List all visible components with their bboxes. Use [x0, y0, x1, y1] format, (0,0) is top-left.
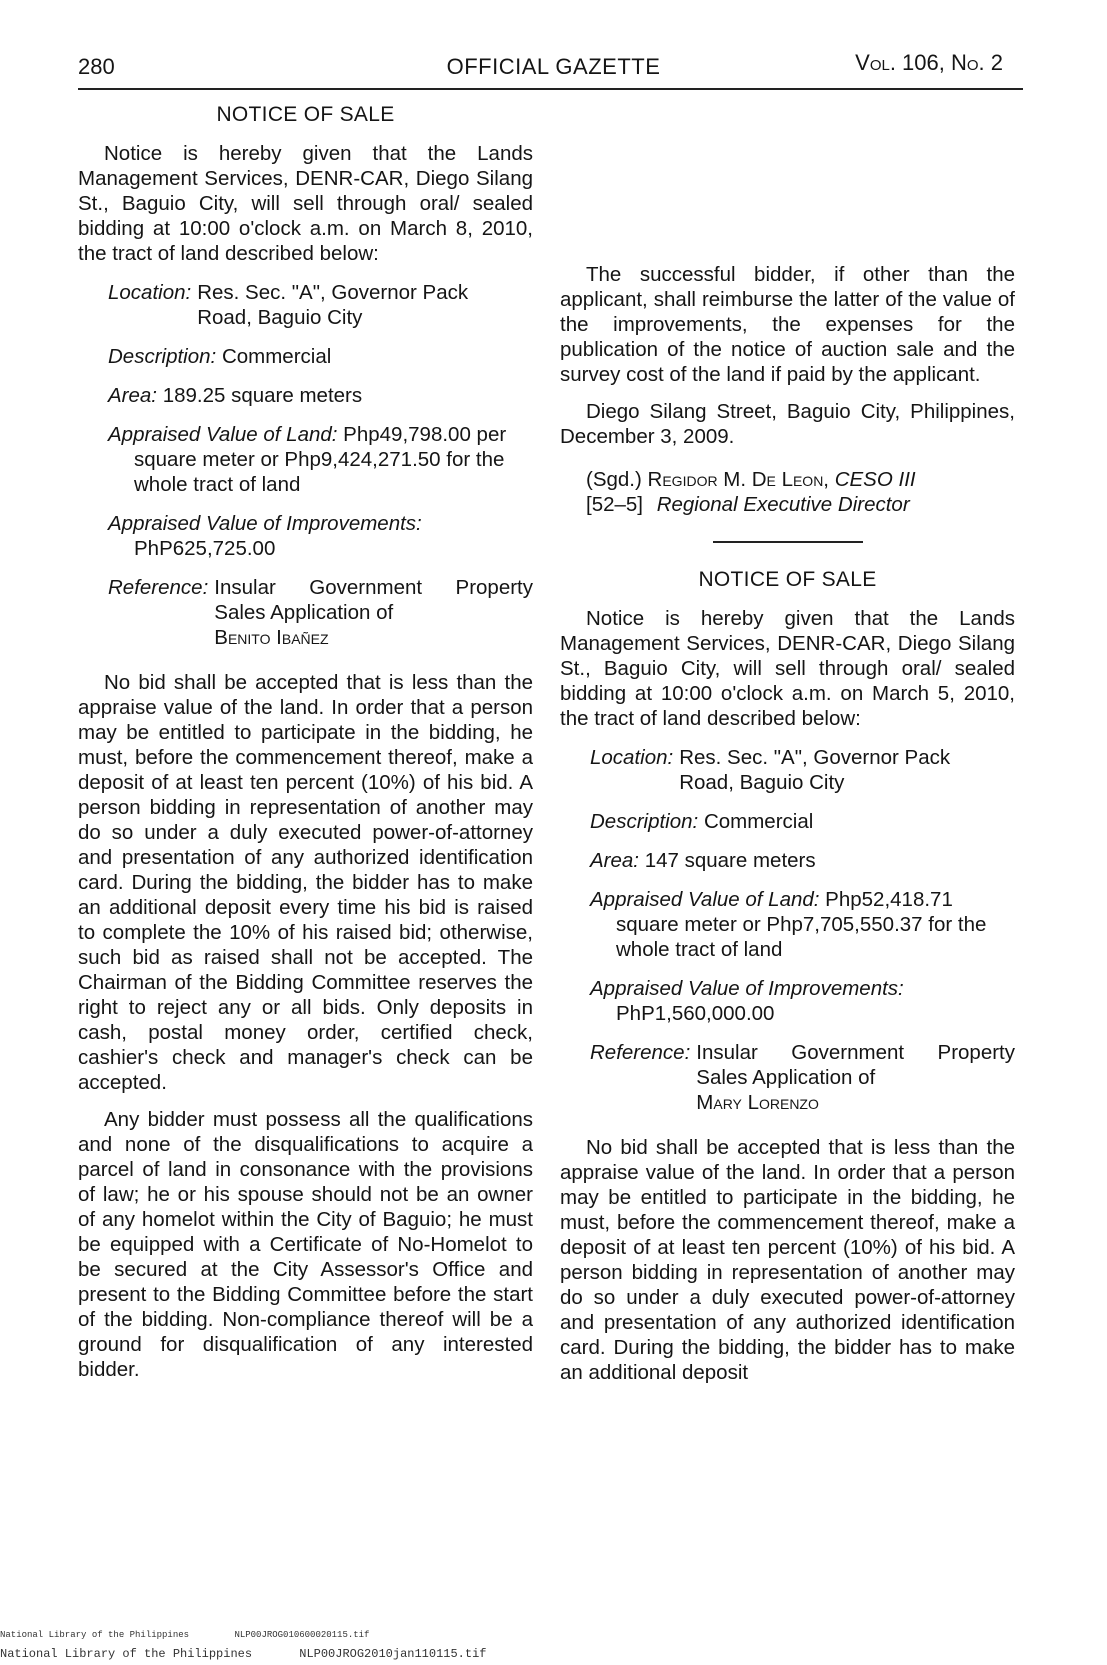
footer-file: NLP00JROG2010jan110115.tif: [299, 1647, 487, 1661]
notice-title: NOTICE OF SALE: [216, 103, 395, 126]
reference-code: [52–5]: [586, 493, 643, 516]
reference-field: [108, 575, 533, 650]
reference-value: [214, 575, 533, 650]
area-value-2: 147 square meters: [644, 849, 816, 872]
location-value-2: [679, 745, 950, 795]
reference-label-2: Reference:: [590, 1041, 691, 1064]
land-value-value-2: Php52,418.71 square meter or Php7,705,550.37 for the whole tract of land: [616, 888, 987, 961]
land-value-label-2: Appraised Value of Land:: [590, 888, 820, 911]
reference-name-2: Mary Lorenzo: [696, 1091, 819, 1114]
page-number: 280: [78, 54, 115, 79]
left-column: [78, 102, 533, 1394]
description-value-2: Commercial: [703, 810, 814, 833]
reference-field-2: [590, 1040, 1015, 1115]
area-value: 189.25 square meters: [162, 384, 363, 407]
footer-small: [0, 1630, 409, 1640]
location-label-2: Location:: [590, 746, 674, 769]
notice-intro: Notice is hereby given that the Lands Management Services, DENR-CAR, Diego Silang St., Baguio City, will sell through oral/ sealed bidding at 10:00 o'clock a.m. on March 8, 2010, the tract of land described below:: [78, 142, 533, 265]
signature-prefix: (Sgd.): [586, 468, 642, 491]
land-value-field-2: [590, 887, 1015, 962]
description-field: [108, 344, 533, 369]
gazette-title: OFFICIAL GAZETTE: [446, 54, 661, 79]
footer-small-library: National Library of the Philippines: [0, 1630, 190, 1640]
improvements-label: Appraised Value of Improvements:: [108, 512, 422, 535]
area-label-2: Area:: [590, 849, 639, 872]
location-value: [197, 280, 468, 330]
area-field: [108, 383, 533, 408]
signature-suffix: CESO III: [834, 468, 916, 491]
section-divider: [713, 541, 863, 543]
signature-title: Regional Executive Director: [656, 493, 910, 516]
place-date: Diego Silang Street, Baguio City, Philippines, December 3, 2009.: [560, 400, 1015, 448]
description-label: Description:: [108, 345, 217, 368]
signature-name: Regidor M. De Leon,: [647, 468, 829, 491]
footer-small-file: NLP00JROG010600020115.tif: [234, 1630, 370, 1640]
area-field-2: [590, 848, 1015, 873]
reference-label: Reference:: [108, 576, 209, 599]
bid-paragraph: No bid shall be accepted that is less than the appraise value of the land. In order that a person may be entitled to participate in the bidding, he must, before the commencement thereof, make a deposit of at least ten percent (10%) of his bid. A person bidding in representation of another may do so under a duly executed power-of-attorney and presentation of any authorized identification card. During the bidding, the bidder has to make an additional deposit every time his bid is raised to complete the 10% of his raised bid; otherwise, such bid as raised shall not be accepted. The Chairman of the Bidding Committee reserves the right to reject any or all bids. Only deposits in cash, postal money order, certified check, cashier's check and manager's check can be accepted.: [78, 671, 533, 1094]
location-field-2: [590, 745, 1015, 795]
location-line-1-2: Res. Sec. "A", Governor Pack: [679, 746, 951, 769]
successful-bidder-paragraph: The successful bidder, if other than the applicant, shall reimburse the latter of the value of the improvements, the expenses for the publication of the notice of auction sale and the survey cost of the land if paid by the applicant.: [560, 263, 1015, 386]
reference-value-2: [696, 1040, 1015, 1115]
description-label-2: Description:: [590, 810, 699, 833]
improvements-field: [108, 511, 533, 561]
improvements-value: PhP625,725.00: [134, 537, 276, 560]
improvements-label-2: Appraised Value of Improvements:: [590, 977, 904, 1000]
notice-title-2: NOTICE OF SALE: [698, 568, 877, 591]
reference-name: Benito Ibañez: [214, 626, 329, 649]
qualifications-paragraph: Any bidder must possess all the qualifications and none of the disqualifications to acquire a parcel of land in consonance with the provisions of law; he or his spouse should not be an owner of any homelot within the City of Baguio; he must be equipped with a Certificate of No-Homelot to be secured at the City Assessor's Office and present to the Bidding Committee before the start of the bidding. Non-compliance thereof will be a ground for disqualification of any interested bidder.: [78, 1108, 533, 1381]
location-line-1: Res. Sec. "A", Governor Pack: [197, 281, 469, 304]
land-value-label: Appraised Value of Land:: [108, 423, 338, 446]
area-label: Area:: [108, 384, 157, 407]
signature-block: [560, 467, 1015, 517]
reference-text: Insular Government Property Sales Application of: [214, 576, 533, 624]
improvements-field-2: [590, 976, 1015, 1026]
description-value: Commercial: [221, 345, 332, 368]
location-line-2-2: Road, Baguio City: [679, 771, 845, 794]
volume-issue: Vol. 106, No. 2: [855, 50, 1003, 75]
footer-library: National Library of the Philippines: [0, 1647, 253, 1661]
notice-intro-2: Notice is hereby given that the Lands Management Services, DENR-CAR, Diego Silang St., Baguio City, will sell through oral/ sealed bidding at 10:00 o'clock a.m. on March 5, 2010, the tract of land described below:: [560, 607, 1015, 730]
right-column: [560, 102, 1015, 1397]
header-rule: [78, 88, 1023, 90]
footer-main: [0, 1647, 526, 1661]
bid-paragraph-2: No bid shall be accepted that is less than the appraise value of the land. In order that a person may be entitled to participate in the bidding, he must, before the commencement thereof, make a deposit of at least ten percent (10%) of his bid. A person bidding in representation of another may do so under a duly executed power-of-attorney and presentation of any authorized identification card. During the bidding, the bidder has to make an additional deposit: [560, 1136, 1015, 1384]
land-value-value: Php49,798.00 per square meter or Php9,424,271.50 for the whole tract of land: [134, 423, 507, 496]
improvements-value-2: PhP1,560,000.00: [616, 1002, 775, 1025]
land-value-field: [108, 422, 533, 497]
location-line-2: Road, Baguio City: [197, 306, 363, 329]
description-field-2: [590, 809, 1015, 834]
reference-text-2: Insular Government Property Sales Application of: [696, 1041, 1015, 1089]
location-field: [108, 280, 533, 330]
location-label: Location:: [108, 281, 192, 304]
